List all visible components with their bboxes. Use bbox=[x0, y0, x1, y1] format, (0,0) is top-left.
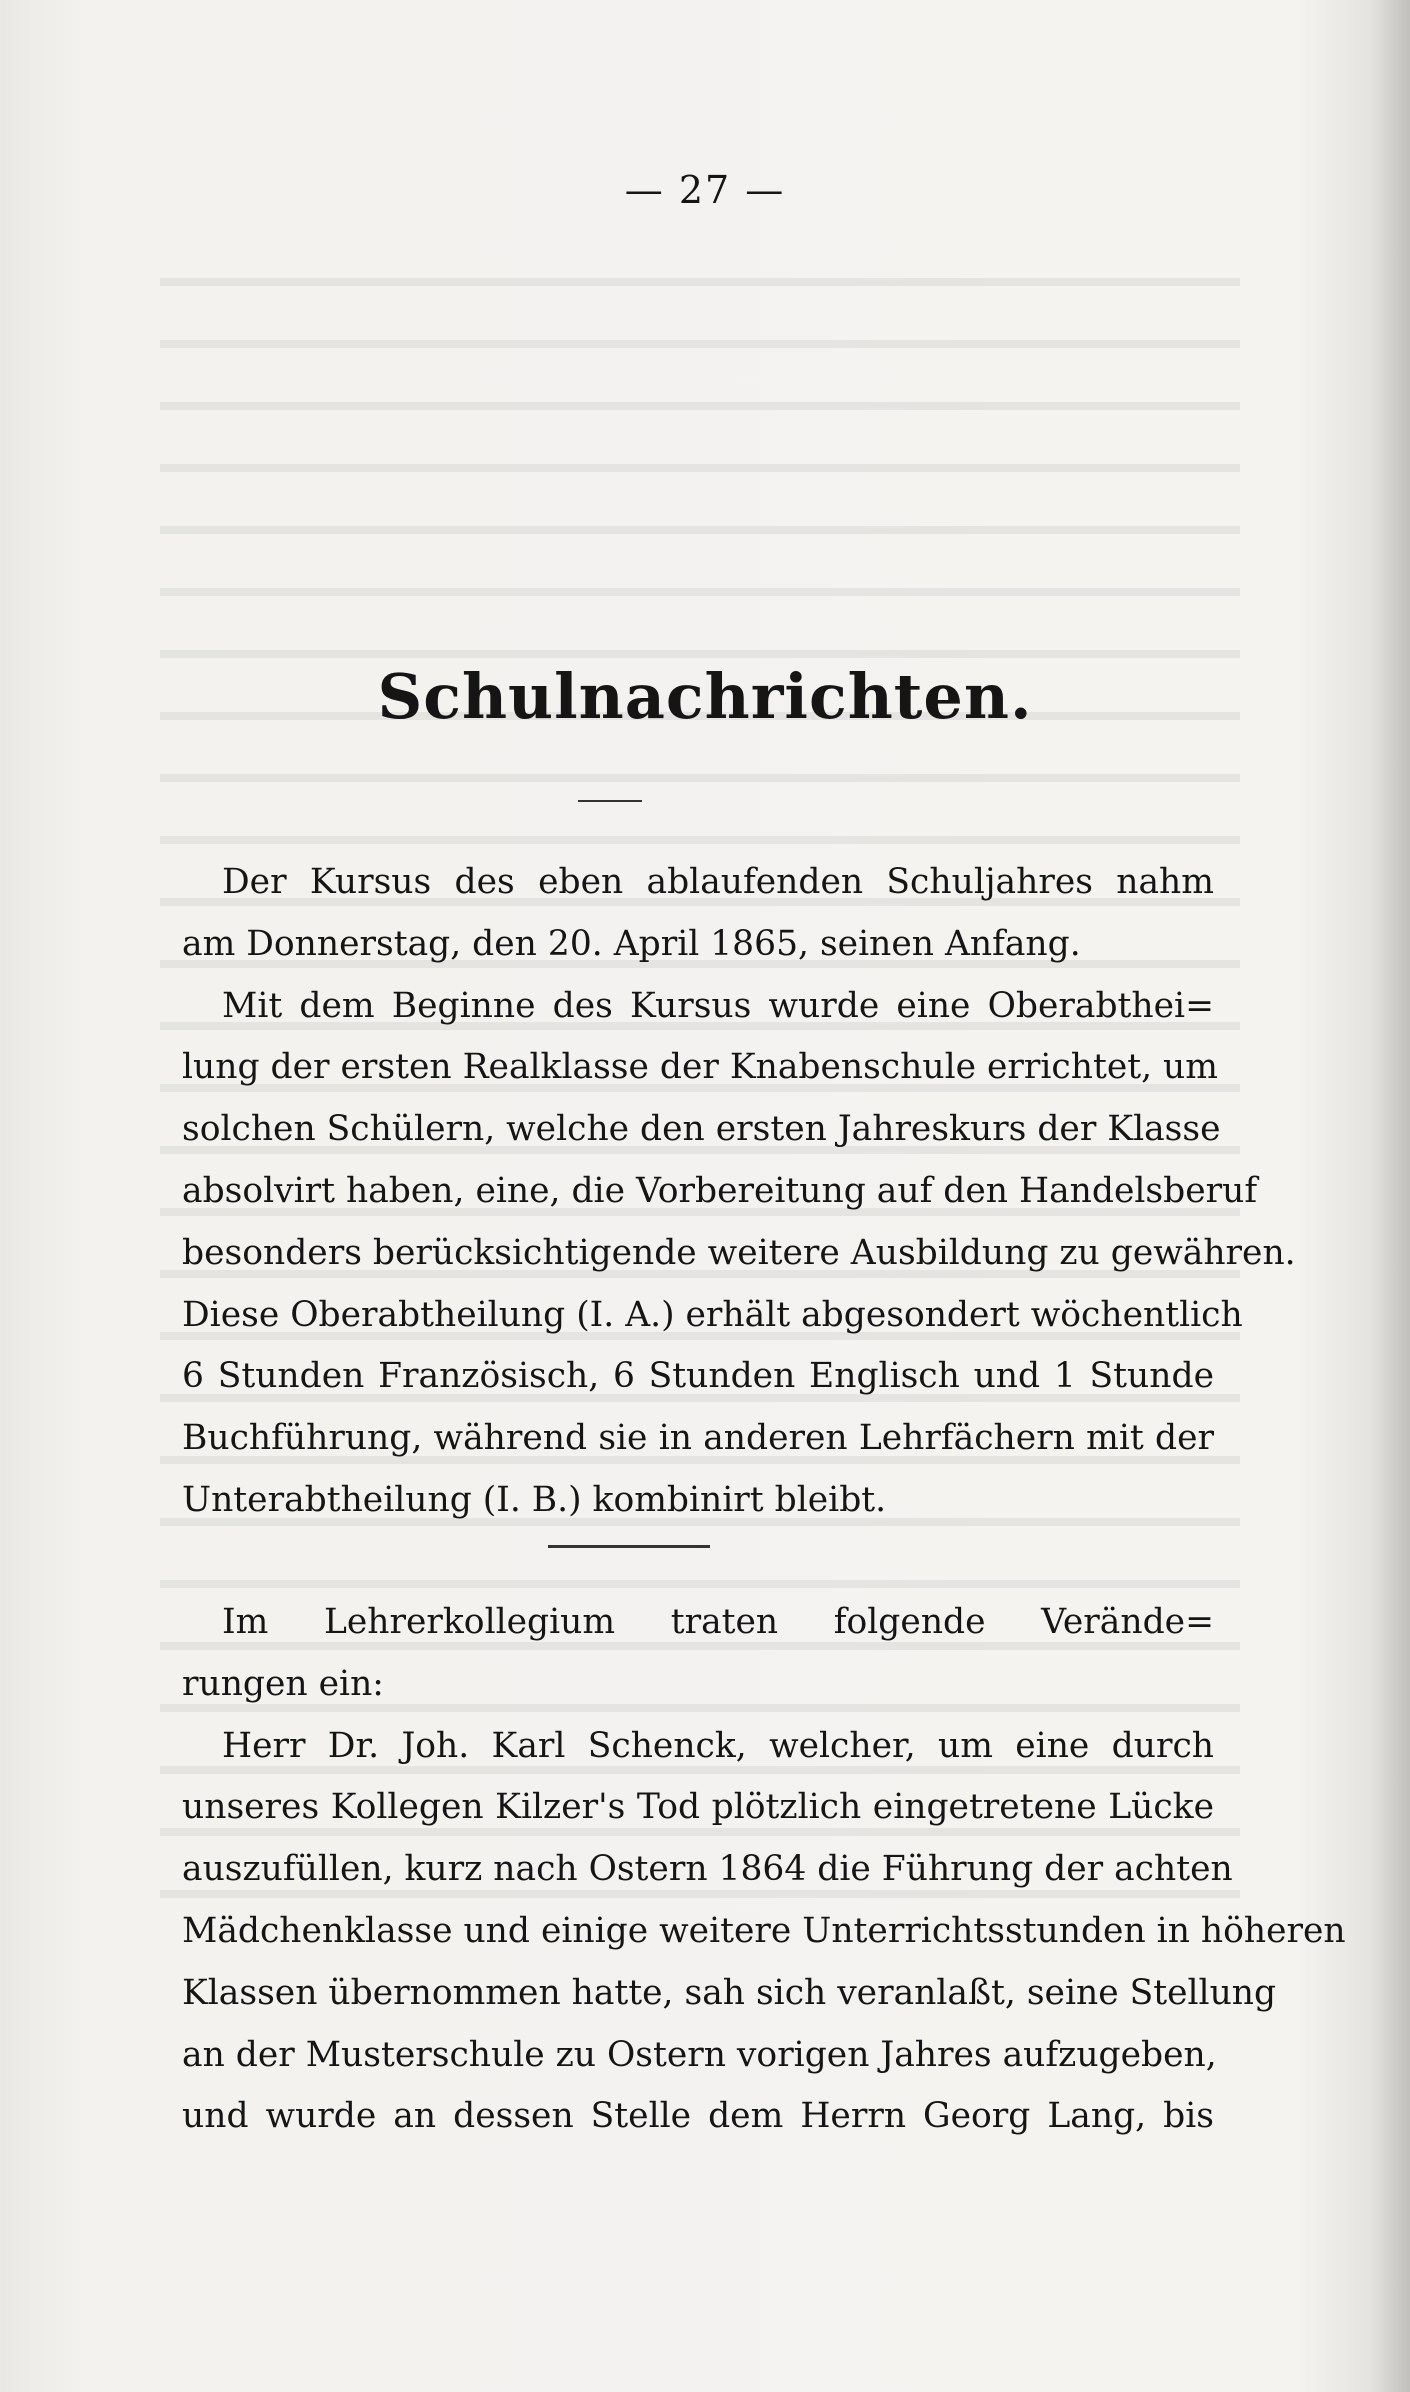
text-line: an der Musterschule zu Ostern vorigen Jahres aufzugeben, bbox=[182, 2034, 1217, 2075]
title-ornament-rule bbox=[578, 800, 642, 802]
page-edge-shadow bbox=[1370, 0, 1410, 2392]
text-line: und wurde an dessen Stelle dem Herrn Georg Lang, bis bbox=[182, 2096, 1214, 2137]
text-line: 6 Stunden Französisch, 6 Stunden Englisch und 1 Stunde bbox=[182, 1356, 1214, 1397]
section-divider-rule bbox=[548, 1545, 710, 1548]
text-line: Klassen übernommen hatte, sah sich veranlaßt, seine Stellung bbox=[182, 1972, 1277, 2013]
text-line: solchen Schülern, welche den ersten Jahreskurs der Klasse bbox=[182, 1109, 1221, 1150]
text-line: Mädchenklasse und einige weitere Unterrichtsstunden in höheren bbox=[182, 1910, 1346, 1951]
text-line: unseres Kollegen Kilzer's Tod plötzlich eingetretene Lücke bbox=[182, 1787, 1214, 1828]
text-line: auszufüllen, kurz nach Ostern 1864 die Führung der achten bbox=[182, 1849, 1233, 1890]
text-line: Buchführung, während sie in anderen Lehrfächern mit der bbox=[182, 1418, 1214, 1459]
page-number: — 27 — bbox=[624, 168, 786, 212]
text-line: lung der ersten Realklasse der Knabenschule errichtet, um bbox=[182, 1047, 1218, 1088]
text-line: Mit dem Beginne des Kursus wurde eine Oberabthei= bbox=[222, 985, 1214, 1026]
section-staff-changes bbox=[182, 1592, 1346, 2148]
text-line: Herr Dr. Joh. Karl Schenck, welcher, um eine durch bbox=[222, 1725, 1214, 1766]
text-line: am Donnerstag, den 20. April 1865, seinen Anfang. bbox=[182, 923, 1081, 964]
text-line: besonders berücksichtigende weitere Ausbildung zu gewähren. bbox=[182, 1232, 1296, 1273]
text-line: Im Lehrerkollegium traten folgende Verände= bbox=[222, 1602, 1214, 1642]
text-line: Der Kursus des eben ablaufenden Schuljahres nahm bbox=[222, 862, 1214, 902]
text-line: absolvirt haben, eine, die Vorbereitung auf den Handelsberuf bbox=[182, 1170, 1258, 1211]
text-line: rungen ein: bbox=[182, 1663, 384, 1704]
text-line: Diese Oberabtheilung (I. A.) erhält abgesondert wöchentlich bbox=[182, 1294, 1243, 1335]
text-line: Unterabtheilung (I. B.) kombinirt bleibt. bbox=[182, 1479, 887, 1520]
section-course-info bbox=[182, 852, 1296, 1532]
section-title: Schulnachrichten. bbox=[377, 660, 1033, 733]
